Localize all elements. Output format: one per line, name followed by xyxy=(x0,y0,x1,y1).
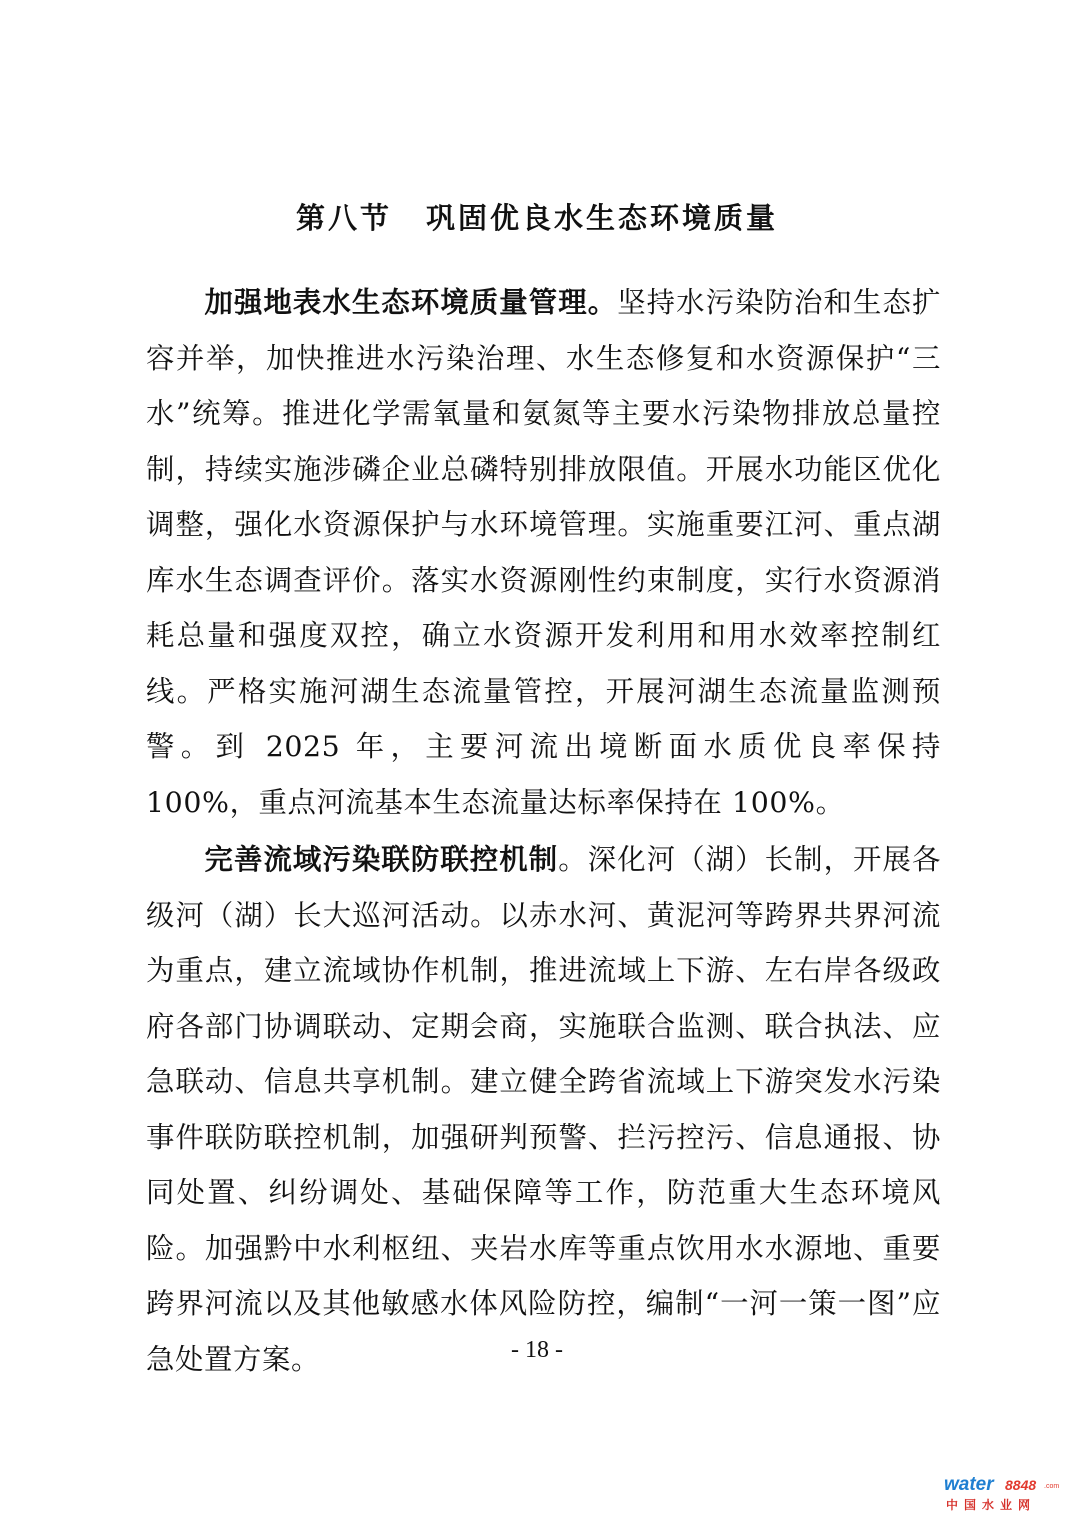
paragraph-body: 坚持水污染防治和生态扩容并举，加快推进水污染治理、水生态修复和水资源保护“三水”统筹。推进化学需氧量和氨氮等主要水污染物排放总量控制，持续实施涉磷企业总磷特别排放限值。开展水功能区优化调整，强化水资源保护与水环境管理。实施重要江河、重点湖库水生态调查评价。落实水资源刚性约束制度，实行水资源消耗总量和强度双控，确立水资源开发利用和用水效率控制红线。严格实施河湖生态流量管控，开展河湖生态流量监测预警。到 2025 年，主要河流出境断面水质优良率保持 100%，重点河流基本生态流量达标率保持在 100%。 xyxy=(146,286,941,819)
section-title: 巩固优良水生态环境质量 xyxy=(426,201,779,235)
section-number: 第八节 xyxy=(295,201,392,235)
paragraph-surface-water xyxy=(146,275,941,830)
logo-brand-num: 8848 xyxy=(1005,1477,1037,1493)
logo-brand-cn: 中国水业网 xyxy=(946,1498,1037,1512)
paragraph-basin-control xyxy=(146,832,941,1387)
page-number: - 18 - xyxy=(511,1337,563,1363)
section-heading xyxy=(0,196,1074,237)
watermark-logo xyxy=(944,1474,1062,1514)
paragraph-lead: 加强地表水生态环境质量管理。 xyxy=(204,285,618,319)
logo-brand-tld: .com xyxy=(1044,1483,1060,1490)
paragraph-lead: 完善流域污染联防联控机制 xyxy=(204,842,559,876)
paragraph-body: 。深化河（湖）长制，开展各级河（湖）长大巡河活动。以赤水河、黄泥河等跨界共界河流为重点，建立流域协作机制，推进流域上下游、左右岸各级政府各部门协调联动、定期会商，实施联合监测、联合执法、应急联动、信息共享机制。建立健全跨省流域上下游突发水污染事件联防联控机制，加强研判预警、拦污控污、信息通报、协同处置、纠纷调处、基础保障等工作，防范重大生态环境风险。加强黔中水利枢纽、夹岩水库等重点饮用水水源地、重要跨界河流以及其他敏感水体风险防控，编制“一河一策一图”应急处置方案。 xyxy=(146,843,941,1376)
logo-brand-main: water xyxy=(944,1474,994,1495)
